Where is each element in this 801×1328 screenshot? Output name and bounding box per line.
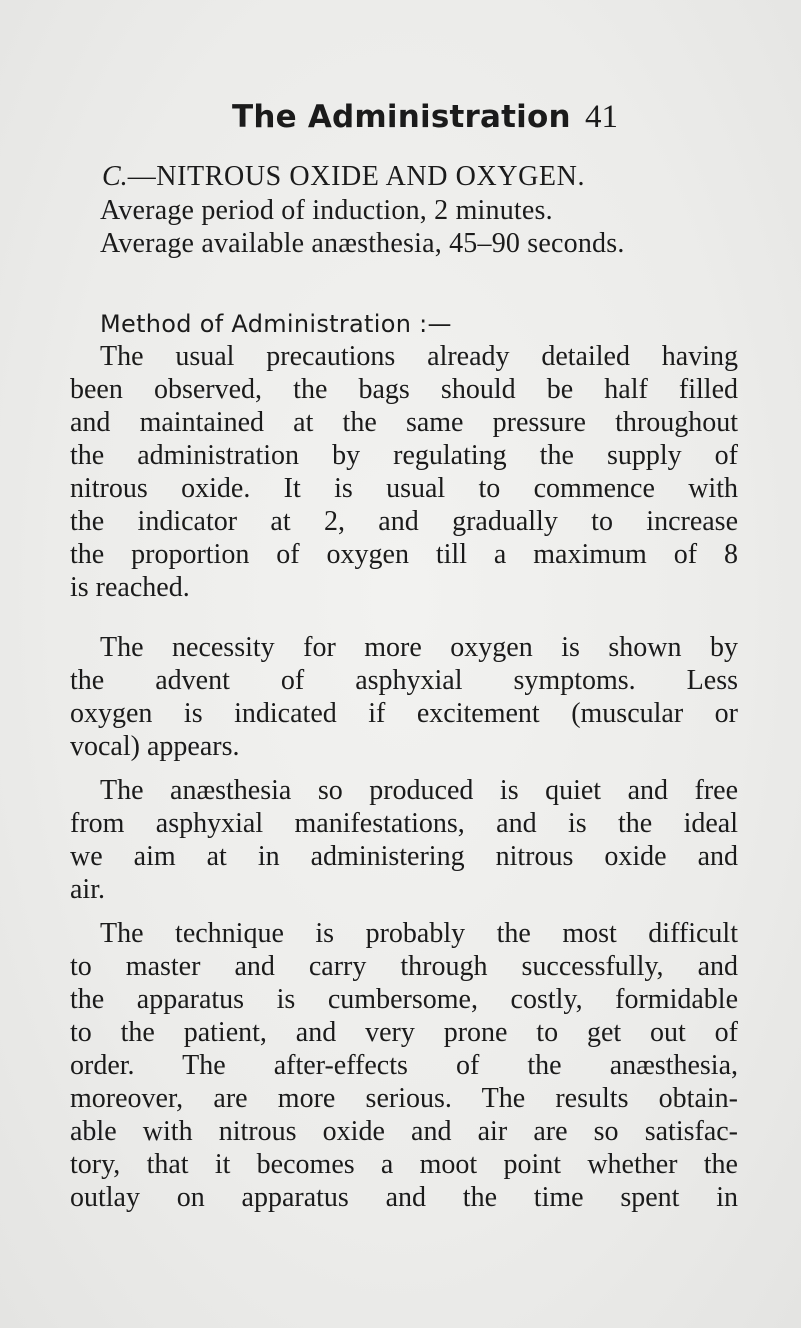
text-line: we aim at in administering nitrous oxide and — [70, 841, 738, 872]
text-line: The anæsthesia so produced is quiet and free — [100, 775, 738, 806]
induction-stats — [100, 194, 625, 260]
text-line: outlay on apparatus and the time spent in — [70, 1182, 738, 1213]
text-line: air. — [70, 874, 105, 905]
text-line: vocal) appears. — [70, 731, 240, 762]
running-head: The Administration — [232, 99, 571, 135]
stat-line: Average available anæsthesia, 45–90 seconds. — [100, 228, 625, 259]
text-line: and maintained at the same pressure throughout — [70, 407, 738, 438]
paragraph — [70, 917, 738, 1214]
text-line: able with nitrous oxide and air are so satisfac- — [70, 1116, 738, 1147]
text-line: to master and carry through successfully, and — [70, 951, 738, 982]
text-line: nitrous oxide. It is usual to commence with — [70, 473, 738, 504]
section-title — [102, 160, 585, 194]
text-line: the advent of asphyxial symptoms. Less — [70, 665, 738, 696]
text-line: the proportion of oxygen till a maximum of 8 — [70, 539, 738, 570]
text-line: the apparatus is cumbersome, costly, formidable — [70, 984, 738, 1015]
text-line: from asphyxial manifestations, and is the ideal — [70, 808, 738, 839]
text-line: order. The after-effects of the anæsthesia, — [70, 1050, 738, 1081]
text-line: moreover, are more serious. The results obtain- — [70, 1083, 738, 1114]
section-letter: C. — [102, 161, 128, 192]
text-line: to the patient, and very prone to get out of — [70, 1017, 738, 1048]
text-line: been observed, the bags should be half filled — [70, 374, 738, 405]
text-line: the administration by regulating the supply of — [70, 440, 738, 471]
text-line: The usual precautions already detailed having — [100, 341, 738, 372]
text-line: oxygen is indicated if excitement (muscular or — [70, 698, 738, 729]
stat-line: Average period of induction, 2 minutes. — [100, 195, 553, 226]
paragraph — [70, 774, 738, 906]
paragraph — [70, 631, 738, 763]
text-line: The necessity for more oxygen is shown by — [100, 632, 738, 663]
section-title-text: —NITROUS OXIDE AND OXYGEN. — [127, 161, 586, 192]
page-header — [0, 92, 801, 142]
text-line: The technique is probably the most difficult — [100, 918, 738, 949]
text-line: is reached. — [70, 572, 190, 603]
text-line: tory, that it becomes a moot point whether the — [70, 1149, 738, 1180]
method-heading: Method of Administration :— — [100, 310, 452, 338]
text-line: the indicator at 2, and gradually to increase — [70, 506, 738, 537]
page-number: 41 — [585, 99, 618, 135]
paragraph — [70, 340, 738, 604]
